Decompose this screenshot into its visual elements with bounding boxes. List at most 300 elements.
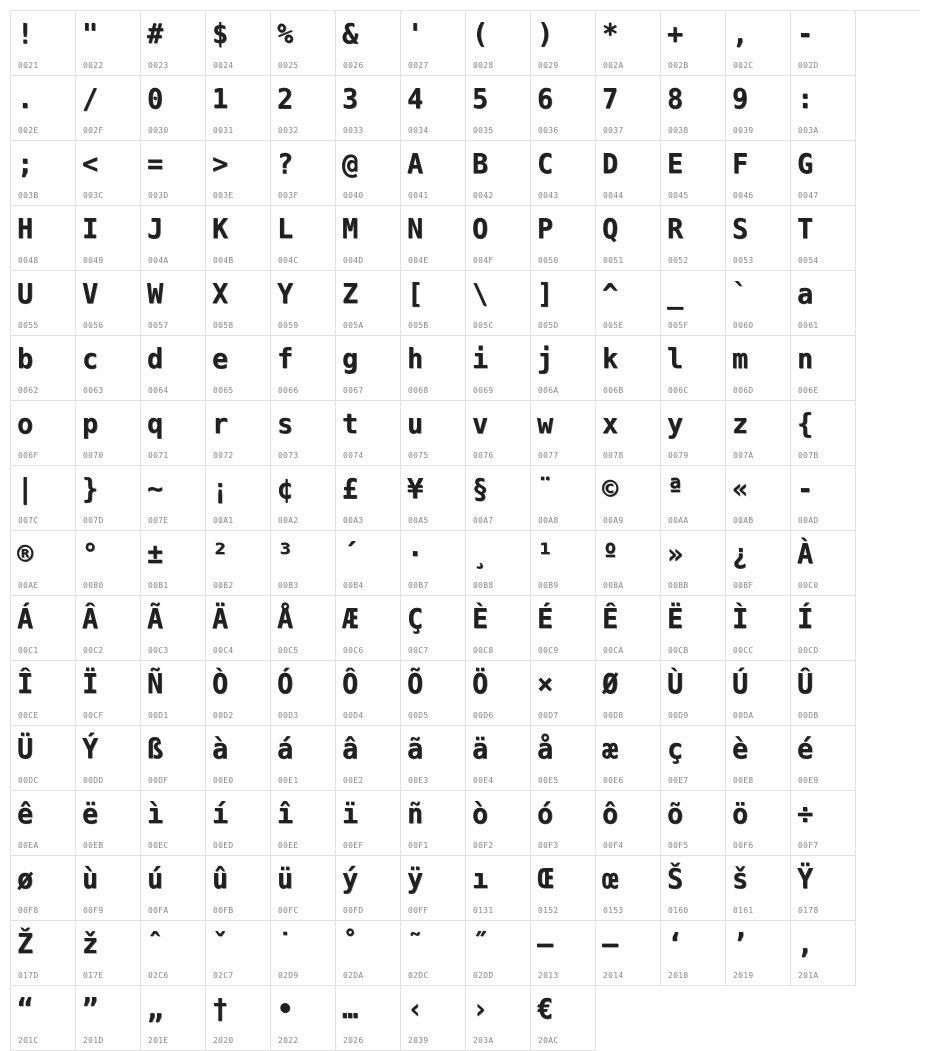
glyph-char: ×: [537, 667, 553, 700]
glyph-cell: [206, 791, 271, 856]
glyph-char: œ: [602, 862, 618, 895]
glyph-char: C: [537, 147, 553, 180]
glyph-codepoint: 00E7: [668, 776, 689, 785]
glyph-char: !: [17, 17, 33, 50]
glyph-cell: [401, 336, 466, 401]
glyph-codepoint: 005A: [343, 321, 364, 330]
glyph-cell: [76, 466, 141, 531]
glyph-codepoint: 00E9: [798, 776, 819, 785]
glyph-codepoint: 004A: [148, 256, 169, 265]
glyph-char: e: [212, 342, 228, 375]
glyph-cell: [466, 271, 531, 336]
glyph-char: Ä: [212, 602, 228, 635]
glyph-cell: [531, 271, 596, 336]
glyph-codepoint: 2026: [343, 1036, 364, 1045]
glyph-cell: [271, 596, 336, 661]
glyph-codepoint: 00A3: [343, 516, 364, 525]
glyph-cell: [336, 791, 401, 856]
glyph-char: ô: [602, 797, 618, 830]
glyph-char: Ø: [602, 667, 618, 700]
glyph-codepoint: 0042: [473, 191, 494, 200]
glyph-cell: [726, 336, 791, 401]
glyph-cell: [76, 271, 141, 336]
glyph-char: \: [472, 277, 488, 310]
glyph-codepoint: 00CE: [18, 711, 39, 720]
glyph-codepoint: 002A: [603, 61, 624, 70]
glyph-codepoint: 00F3: [538, 841, 559, 850]
glyph-cell: [726, 466, 791, 531]
glyph-cell: [791, 921, 856, 986]
glyph-char: _: [667, 277, 683, 310]
glyph-char: M: [342, 212, 358, 245]
glyph-char: 6: [537, 82, 553, 115]
glyph-codepoint: 006E: [798, 386, 819, 395]
glyph-cell: [726, 141, 791, 206]
glyph-codepoint: 02C6: [148, 971, 169, 980]
glyph-char: ±: [147, 537, 163, 570]
glyph-codepoint: 0074: [343, 451, 364, 460]
glyph-char: «: [732, 472, 748, 505]
glyph-cell: [726, 76, 791, 141]
glyph-cell: [531, 921, 596, 986]
glyph-codepoint: 004C: [278, 256, 299, 265]
glyph-char: å: [537, 732, 553, 765]
glyph-cell: [11, 661, 76, 726]
glyph-char: â: [342, 732, 358, 765]
glyph-codepoint: 0043: [538, 191, 559, 200]
glyph-char: ¡: [212, 472, 228, 505]
glyph-char: …: [342, 992, 358, 1025]
glyph-char: 1: [212, 82, 228, 115]
glyph-char: ì: [147, 797, 163, 830]
glyph-char: :: [797, 82, 813, 115]
glyph-char: 8: [667, 82, 683, 115]
glyph-cell: [791, 726, 856, 791]
glyph-char: U: [17, 277, 33, 310]
glyph-codepoint: 00C3: [148, 646, 169, 655]
glyph-codepoint: 0079: [668, 451, 689, 460]
glyph-char: ß: [147, 732, 163, 765]
glyph-codepoint: 0153: [603, 906, 624, 915]
glyph-char: „: [147, 992, 163, 1025]
glyph-codepoint: 0036: [538, 126, 559, 135]
glyph-cell: [466, 791, 531, 856]
glyph-codepoint: 00C6: [343, 646, 364, 655]
glyph-char: ó: [537, 797, 553, 830]
glyph-codepoint: 0047: [798, 191, 819, 200]
glyph-cell: [206, 661, 271, 726]
glyph-char: =: [147, 147, 163, 180]
glyph-cell: [661, 596, 726, 661]
glyph-cell: [466, 401, 531, 466]
glyph-codepoint: 00E5: [538, 776, 559, 785]
glyph-cell: [661, 856, 726, 921]
glyph-cell: [336, 596, 401, 661]
glyph-cell: [531, 336, 596, 401]
glyph-codepoint: 201C: [18, 1036, 39, 1045]
glyph-cell: [596, 726, 661, 791]
glyph-codepoint: 00E1: [278, 776, 299, 785]
glyph-cell: [76, 11, 141, 76]
glyph-cell: [661, 466, 726, 531]
glyph-cell: [726, 921, 791, 986]
glyph-cell: [791, 141, 856, 206]
glyph-codepoint: 00D1: [148, 711, 169, 720]
glyph-char: á: [277, 732, 293, 765]
glyph-cell: [726, 206, 791, 271]
glyph-char: í: [212, 797, 228, 830]
glyph-char: ÷: [797, 797, 813, 830]
glyph-char: 2: [277, 82, 293, 115]
glyph-codepoint: 2013: [538, 971, 559, 980]
glyph-codepoint: 00DB: [798, 711, 819, 720]
glyph-char: V: [82, 277, 98, 310]
glyph-cell: [596, 531, 661, 596]
glyph-char: z: [732, 407, 748, 440]
glyph-cell: [466, 661, 531, 726]
glyph-char: p: [82, 407, 98, 440]
glyph-cell: [726, 856, 791, 921]
glyph-char: ~: [147, 472, 163, 505]
glyph-cell: [206, 986, 271, 1051]
glyph-char: š: [732, 862, 748, 895]
glyph-codepoint: 007A: [733, 451, 754, 460]
glyph-cell: [271, 921, 336, 986]
glyph-codepoint: 005B: [408, 321, 429, 330]
glyph-codepoint: 0078: [603, 451, 624, 460]
glyph-codepoint: 003F: [278, 191, 299, 200]
glyph-char: q: [147, 407, 163, 440]
glyph-codepoint: 00DC: [18, 776, 39, 785]
glyph-char: K: [212, 212, 228, 245]
glyph-codepoint: 0045: [668, 191, 689, 200]
glyph-codepoint: 00EB: [83, 841, 104, 850]
glyph-char: ¢: [277, 472, 293, 505]
glyph-char: Î: [17, 667, 33, 700]
glyph-char: #: [147, 17, 163, 50]
glyph-cell: [11, 986, 76, 1051]
glyph-codepoint: 00A7: [473, 516, 494, 525]
glyph-cell: [791, 11, 856, 76]
glyph-char: @: [342, 147, 358, 180]
glyph-cell: [661, 401, 726, 466]
glyph-cell: [11, 726, 76, 791]
glyph-codepoint: 00FC: [278, 906, 299, 915]
glyph-cell: [141, 986, 206, 1051]
glyph-char: ¹: [537, 537, 553, 570]
glyph-cell: [661, 661, 726, 726]
glyph-cell: [661, 206, 726, 271]
glyph-char: Á: [17, 602, 33, 635]
glyph-cell: [271, 856, 336, 921]
glyph-char: ò: [472, 797, 488, 830]
glyph-char: |: [17, 472, 33, 505]
glyph-char: D: [602, 147, 618, 180]
glyph-cell: [466, 921, 531, 986]
glyph-char: Ò: [212, 667, 228, 700]
glyph-char: Ô: [342, 667, 358, 700]
glyph-cell: [141, 661, 206, 726]
glyph-codepoint: 00C2: [83, 646, 104, 655]
glyph-cell: [336, 986, 401, 1051]
glyph-cell: [11, 11, 76, 76]
glyph-char: Q: [602, 212, 618, 245]
glyph-cell: [791, 336, 856, 401]
glyph-char: S: [732, 212, 748, 245]
glyph-codepoint: 005E: [603, 321, 624, 330]
glyph-cell: [791, 596, 856, 661]
glyph-codepoint: 2019: [733, 971, 754, 980]
glyph-char: Œ: [537, 862, 553, 895]
glyph-char: »: [667, 537, 683, 570]
glyph-codepoint: 00B8: [473, 581, 494, 590]
glyph-cell: [141, 141, 206, 206]
glyph-cell: [401, 791, 466, 856]
glyph-cell: [531, 466, 596, 531]
glyph-cell: [11, 206, 76, 271]
glyph-codepoint: 0022: [83, 61, 104, 70]
glyph-codepoint: 00FB: [213, 906, 234, 915]
glyph-codepoint: 0033: [343, 126, 364, 135]
glyph-cell: [141, 11, 206, 76]
glyph-codepoint: 0075: [408, 451, 429, 460]
glyph-cell: [596, 856, 661, 921]
glyph-codepoint: 007D: [83, 516, 104, 525]
glyph-codepoint: 0062: [18, 386, 39, 395]
glyph-char: $: [212, 17, 228, 50]
glyph-cell: [401, 986, 466, 1051]
glyph-cell: [76, 531, 141, 596]
glyph-cell: [596, 76, 661, 141]
glyph-codepoint: 004F: [473, 256, 494, 265]
glyph-codepoint: 0028: [473, 61, 494, 70]
glyph-char: %: [277, 17, 293, 50]
glyph-cell: [76, 791, 141, 856]
glyph-char: ã: [407, 732, 423, 765]
glyph-char: Ã: [147, 602, 163, 635]
glyph-codepoint: 00BB: [668, 581, 689, 590]
glyph-char: {: [797, 407, 813, 440]
glyph-cell: [141, 726, 206, 791]
glyph-cell: [531, 661, 596, 726]
glyph-codepoint: 0066: [278, 386, 299, 395]
glyph-cell: [206, 466, 271, 531]
glyph-cell: [141, 791, 206, 856]
glyph-codepoint: 00EC: [148, 841, 169, 850]
glyph-char: –: [537, 927, 553, 960]
glyph-codepoint: 007C: [18, 516, 39, 525]
glyph-cell: [141, 271, 206, 336]
glyph-codepoint: 02DD: [473, 971, 494, 980]
glyph-char: R: [667, 212, 683, 245]
glyph-cell: [271, 791, 336, 856]
glyph-codepoint: 0052: [668, 256, 689, 265]
glyph-codepoint: 00E0: [213, 776, 234, 785]
glyph-codepoint: 0061: [798, 321, 819, 330]
glyph-cell: [206, 206, 271, 271]
glyph-codepoint: 0038: [668, 126, 689, 135]
glyph-char: j: [537, 342, 553, 375]
glyph-codepoint: 0131: [473, 906, 494, 915]
glyph-char: î: [277, 797, 293, 830]
glyph-cell: [401, 206, 466, 271]
glyph-char: £: [342, 472, 358, 505]
glyph-codepoint: 002C: [733, 61, 754, 70]
glyph-codepoint: 00C7: [408, 646, 429, 655]
glyph-codepoint: 0058: [213, 321, 234, 330]
glyph-cell: [336, 336, 401, 401]
glyph-char: ¥: [407, 472, 423, 505]
glyph-codepoint: 006C: [668, 386, 689, 395]
glyph-cell: [596, 206, 661, 271]
glyph-cell: [11, 791, 76, 856]
glyph-char: É: [537, 602, 553, 635]
glyph-char: Ì: [732, 602, 748, 635]
glyph-cell: [661, 336, 726, 401]
glyph-char: ˆ: [147, 927, 163, 960]
glyph-codepoint: 002E: [18, 126, 39, 135]
glyph-char: i: [472, 342, 488, 375]
glyph-cell: [466, 726, 531, 791]
glyph-cell: [206, 336, 271, 401]
glyph-codepoint: 2020: [213, 1036, 234, 1045]
glyph-codepoint: 00E4: [473, 776, 494, 785]
glyph-cell: [531, 206, 596, 271]
glyph-cell: [11, 531, 76, 596]
glyph-cell: [791, 76, 856, 141]
glyph-codepoint: 00AE: [18, 581, 39, 590]
glyph-char: Ë: [667, 602, 683, 635]
glyph-char: ˚: [342, 927, 358, 960]
glyph-codepoint: 00C5: [278, 646, 299, 655]
glyph-codepoint: 00F4: [603, 841, 624, 850]
glyph-char: b: [17, 342, 33, 375]
glyph-codepoint: 00C0: [798, 581, 819, 590]
glyph-char: v: [472, 407, 488, 440]
glyph-char: O: [472, 212, 488, 245]
glyph-char: 4: [407, 82, 423, 115]
glyph-cell: [466, 466, 531, 531]
glyph-cell: [206, 531, 271, 596]
glyph-codepoint: 0032: [278, 126, 299, 135]
glyph-cell: [271, 336, 336, 401]
glyph-cell: [76, 76, 141, 141]
glyph-cell: [11, 141, 76, 206]
glyph-codepoint: 00EF: [343, 841, 364, 850]
glyph-codepoint: 00E6: [603, 776, 624, 785]
glyph-char: Ú: [732, 667, 748, 700]
glyph-char: º: [602, 537, 618, 570]
glyph-char: Í: [797, 602, 813, 635]
glyph-char: a: [797, 277, 813, 310]
glyph-cell: [596, 921, 661, 986]
glyph-cell: [596, 271, 661, 336]
glyph-cell: [271, 726, 336, 791]
glyph-char: l: [667, 342, 683, 375]
glyph-cell: [401, 726, 466, 791]
glyph-cell: [76, 401, 141, 466]
glyph-cell: [726, 531, 791, 596]
glyph-cell: [336, 531, 401, 596]
glyph-codepoint: 00CF: [83, 711, 104, 720]
glyph-codepoint: 0067: [343, 386, 364, 395]
glyph-codepoint: 00DD: [83, 776, 104, 785]
glyph-codepoint: 00C8: [473, 646, 494, 655]
glyph-cell: [401, 531, 466, 596]
glyph-cell: [726, 271, 791, 336]
glyph-cell: [141, 206, 206, 271]
glyph-codepoint: 0069: [473, 386, 494, 395]
glyph-codepoint: 0054: [798, 256, 819, 265]
glyph-char: Ñ: [147, 667, 163, 700]
glyph-char: E: [667, 147, 683, 180]
glyph-codepoint: 004E: [408, 256, 429, 265]
glyph-cell: [401, 76, 466, 141]
glyph-codepoint: 00B9: [538, 581, 559, 590]
glyph-codepoint: 002D: [798, 61, 819, 70]
glyph-codepoint: 00CA: [603, 646, 624, 655]
glyph-codepoint: 0051: [603, 256, 624, 265]
glyph-cell: [531, 596, 596, 661]
glyph-char: r: [212, 407, 228, 440]
glyph-cell: [726, 11, 791, 76]
glyph-codepoint: 00A8: [538, 516, 559, 525]
glyph-cell: [206, 271, 271, 336]
glyph-char: ª: [667, 472, 683, 505]
glyph-codepoint: 00F1: [408, 841, 429, 850]
glyph-char: G: [797, 147, 813, 180]
glyph-cell: [791, 856, 856, 921]
glyph-codepoint: 00D8: [603, 711, 624, 720]
glyph-char: ˝: [472, 927, 488, 960]
glyph-cell: [141, 921, 206, 986]
glyph-char: à: [212, 732, 228, 765]
glyph-char: ž: [82, 927, 98, 960]
glyph-cell: [726, 401, 791, 466]
glyph-codepoint: 0037: [603, 126, 624, 135]
glyph-codepoint: 002B: [668, 61, 689, 70]
glyph-codepoint: 0049: [83, 256, 104, 265]
glyph-codepoint: 0055: [18, 321, 39, 330]
glyph-char: Â: [82, 602, 98, 635]
glyph-char: §: [472, 472, 488, 505]
glyph-char: X: [212, 277, 228, 310]
glyph-codepoint: 0077: [538, 451, 559, 460]
glyph-char: N: [407, 212, 423, 245]
glyph-codepoint: 0039: [733, 126, 754, 135]
glyph-codepoint: 0048: [18, 256, 39, 265]
glyph-codepoint: 0064: [148, 386, 169, 395]
glyph-codepoint: 003B: [18, 191, 39, 200]
glyph-codepoint: 00D2: [213, 711, 234, 720]
glyph-cell: [791, 401, 856, 466]
glyph-char: (: [472, 17, 488, 50]
glyph-codepoint: 002F: [83, 126, 104, 135]
glyph-cell: [791, 531, 856, 596]
glyph-codepoint: 006F: [18, 451, 39, 460]
glyph-cell: [11, 856, 76, 921]
glyph-codepoint: 0035: [473, 126, 494, 135]
glyph-codepoint: 00D3: [278, 711, 299, 720]
glyph-char: *: [602, 17, 618, 50]
glyph-codepoint: 00F8: [18, 906, 39, 915]
glyph-codepoint: 203A: [473, 1036, 494, 1045]
glyph-codepoint: 00B7: [408, 581, 429, 590]
glyph-codepoint: 00F9: [83, 906, 104, 915]
glyph-char: °: [82, 537, 98, 570]
glyph-cell: [76, 661, 141, 726]
glyph-codepoint: 00FD: [343, 906, 364, 915]
